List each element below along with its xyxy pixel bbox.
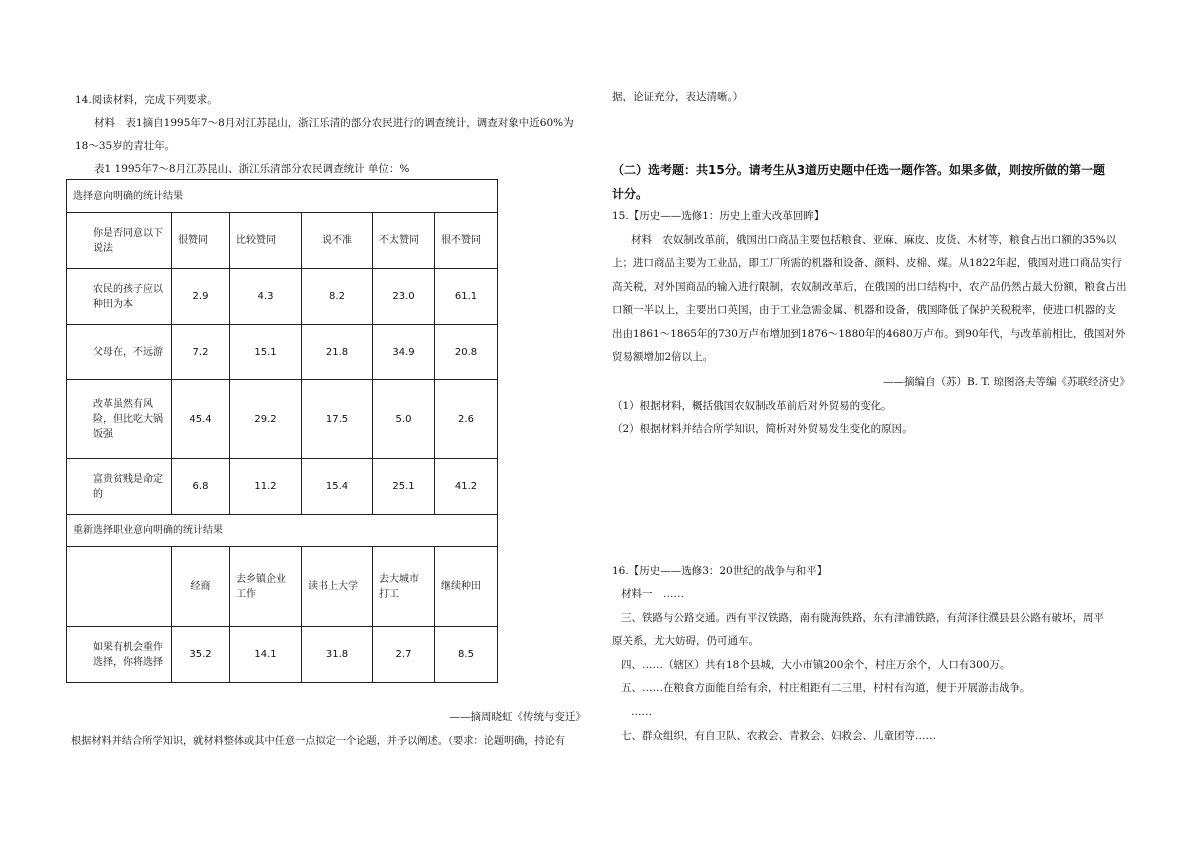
question-14-material-line-1: 材料 表1摘自1995年7～8月对江苏昆山，浙江乐清的部分农民进行的调查统计，调查对象中近60%为	[94, 117, 574, 129]
question-14-task-continued: 据，论证充分，表达清晰。）	[612, 91, 744, 103]
question-16-line: 五、……在粮食方面能自给有余，村庄相距有二三里，村村有沟道，便于开展游击战争。	[621, 682, 1031, 694]
header-disagree: 不太赞同	[373, 213, 435, 269]
question-16-line: 四、……（辖区）共有18个县城，大小市镇200余个，村庄万余个，人口有300万。	[621, 659, 1011, 671]
row-label: 富贵贫贱是命定的	[67, 459, 172, 515]
table-source: ——摘周晓虹《传统与变迁》	[449, 711, 586, 723]
section-2-title: 重新选择职业意向明确的统计结果	[67, 515, 498, 547]
table-cell: 45.4	[172, 380, 230, 459]
table-cell: 5.0	[373, 380, 435, 459]
question-14-material-line-2: 18～35岁的青壮年。	[75, 140, 176, 152]
header-statement: 你是否同意以下说法	[67, 213, 172, 269]
question-16-line: 三、铁路与公路交通。西有平汉铁路，南有陇海铁路，东有津浦铁路，有菏泽往濮县县公路有破坏，周平	[621, 612, 1104, 624]
section-heading-line-1: （二）选考题：共15分。请考生从3道历史题中任选一题作答。如果多做，则按所做的第一题	[612, 163, 1106, 177]
table-cell: 34.9	[373, 325, 435, 380]
table-cell: 14.1	[230, 627, 302, 683]
table-row	[67, 459, 498, 515]
section-heading-line-2: 计分。	[612, 187, 649, 201]
header-strongly-agree: 很赞同	[172, 213, 230, 269]
table-row	[67, 627, 498, 683]
table-cell: 31.8	[302, 627, 373, 683]
header-keep-farming: 继续种田	[435, 547, 498, 627]
table-cell: 15.4	[302, 459, 373, 515]
table-row	[67, 269, 498, 325]
header-city-work: 去大城市打工	[373, 547, 435, 627]
header-agree: 比较赞同	[230, 213, 302, 269]
table-cell: 41.2	[435, 459, 498, 515]
question-15-line: 出由1861～1865年的730万卢布增加到1876～1880年的4680万卢布。到90年代，与改革前相比，俄国对外	[612, 328, 1126, 340]
header-business: 经商	[172, 547, 230, 627]
question-15-title: 15.【历史——选修1：历史上重大改革回眸】	[612, 210, 825, 222]
question-16-line: 材料一 ……	[621, 588, 684, 600]
table-cell: 8.5	[435, 627, 498, 683]
table-cell: 17.5	[302, 380, 373, 459]
row-label: 改革虽然有风险，但比吃大锅饭强	[67, 380, 172, 459]
table-cell: 20.8	[435, 325, 498, 380]
section-1-header-row	[67, 213, 498, 269]
section-2-header-row	[67, 547, 498, 627]
question-16-title: 16.【历史——选修3：20世纪的战争与和平】	[612, 565, 828, 577]
question-15-line: 高关税，对外国商品的输入进行限制，农奴制改革后，在俄国的出口结构中，农产品仍然占最大份额，粮食占出	[612, 281, 1127, 293]
question-15-task-1: （1）根据材料，概括俄国农奴制改革前后对外贸易的变化。	[612, 400, 892, 412]
table-cell: 7.2	[172, 325, 230, 380]
row-label: 如果有机会重作选择，你将选择	[67, 627, 172, 683]
table-cell: 23.0	[373, 269, 435, 325]
question-15-task-2: （2）根据材料并结合所学知识，简析对外贸易发生变化的原因。	[612, 423, 913, 435]
table-row	[67, 380, 498, 459]
section-1-title-row	[67, 180, 498, 213]
header-university: 读书上大学	[302, 547, 373, 627]
question-14-task: 根据材料并结合所学知识，就材料整体或其中任意一点拟定一个论题，并予以阐述。（要求：论题明确，持论有	[71, 736, 566, 747]
question-15-line: 上；进口商品主要为工业品，即工厂所需的机器和设备、颜料、皮棉、煤。从1822年起，俄国对进口商品实行	[612, 257, 1122, 269]
table-cell: 8.2	[302, 269, 373, 325]
table-cell: 2.9	[172, 269, 230, 325]
question-16-line: ……	[631, 706, 652, 718]
table-cell: 2.7	[373, 627, 435, 683]
row-label: 农民的孩子应以种田为本	[67, 269, 172, 325]
table-cell: 4.3	[230, 269, 302, 325]
table-cell: 2.6	[435, 380, 498, 459]
table-row	[67, 325, 498, 380]
header-empty	[67, 547, 172, 627]
table-cell: 29.2	[230, 380, 302, 459]
question-15-line: 口额一半以上，主要出口英国，由于工业急需金属、机器和设备，俄国降低了保护关税税率，使进口机器的支	[612, 304, 1116, 316]
header-strongly-disagree: 很不赞同	[435, 213, 498, 269]
header-unsure: 说不准	[302, 213, 373, 269]
table-caption: 表1 1995年7～8月江苏昆山、浙江乐清部分农民调查统计 单位：%	[94, 163, 410, 175]
table-cell: 21.8	[302, 325, 373, 380]
table-cell: 35.2	[172, 627, 230, 683]
section-2-title-row	[67, 515, 498, 547]
table-cell: 61.1	[435, 269, 498, 325]
section-1-title: 选择意向明确的统计结果	[67, 180, 498, 213]
survey-table	[66, 179, 498, 683]
question-14-title: 14.阅读材料，完成下列要求。	[75, 94, 218, 106]
row-label: 父母在，不远游	[67, 325, 172, 380]
question-15-source: ——摘编自（苏）B. T. 琼图洛夫等编《苏联经济史》	[882, 376, 1130, 388]
question-15-line: 贸易额增加2倍以上。	[612, 351, 714, 363]
header-township-enterprise: 去乡镇企业工作	[230, 547, 302, 627]
table-cell: 15.1	[230, 325, 302, 380]
table-cell: 25.1	[373, 459, 435, 515]
question-15-line: 材料 农奴制改革前，俄国出口商品主要包括粮食、亚麻、麻皮、皮货、木材等，粮食占出口额的35%以	[631, 234, 1117, 246]
table-cell: 11.2	[230, 459, 302, 515]
question-16-line: 七、群众组织，有自卫队、农救会、青救会、妇救会、儿童团等……	[621, 730, 936, 742]
question-16-line: 原关系，尤大妨碍，仍可通车。	[612, 635, 759, 647]
table-cell: 6.8	[172, 459, 230, 515]
